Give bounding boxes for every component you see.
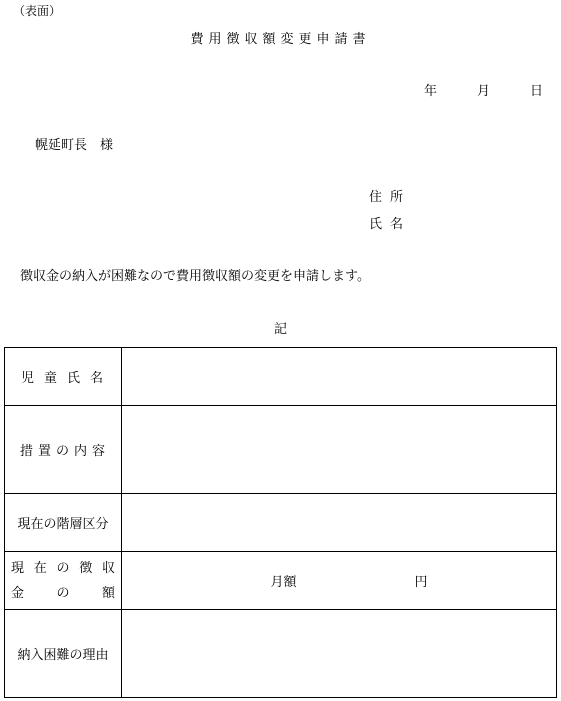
address-label: 住所 <box>369 190 412 205</box>
application-table <box>4 347 557 698</box>
reason-field[interactable] <box>122 610 557 698</box>
yen-label: 円 <box>414 575 428 590</box>
child-name-field[interactable] <box>122 348 557 406</box>
table-row <box>5 406 557 494</box>
year-label: 年 <box>423 84 437 99</box>
reason-label: 納入困難の理由 <box>5 610 122 698</box>
child-name-label: 児童氏名 <box>5 348 122 406</box>
tier-label: 現在の階層区分 <box>5 494 122 552</box>
table-row <box>5 348 557 406</box>
measure-field[interactable] <box>122 406 557 494</box>
date-line <box>424 80 543 99</box>
measure-label: 措置の内容 <box>5 406 122 494</box>
ki-heading: 記 <box>273 322 287 337</box>
table-row <box>5 610 557 698</box>
addressee: 幌延町長 様 <box>35 138 114 153</box>
table-row <box>5 494 557 552</box>
current-amount-field[interactable] <box>122 552 557 610</box>
month-label: 月 <box>476 84 490 99</box>
side-label: （表面） <box>13 4 62 18</box>
tier-field[interactable] <box>122 494 557 552</box>
table-row <box>5 552 557 610</box>
current-amount-label: 現 在 の 徴 収 金 の 額 <box>5 552 122 610</box>
name-label: 氏名 <box>369 217 412 232</box>
application-statement: 徴収金の納入が困難なので費用徴収額の変更を申請します。 <box>20 269 370 284</box>
day-label: 日 <box>529 84 543 99</box>
monthly-label: 月額 <box>270 575 297 590</box>
form-title: 費用徴収額変更申請書 <box>190 32 371 47</box>
